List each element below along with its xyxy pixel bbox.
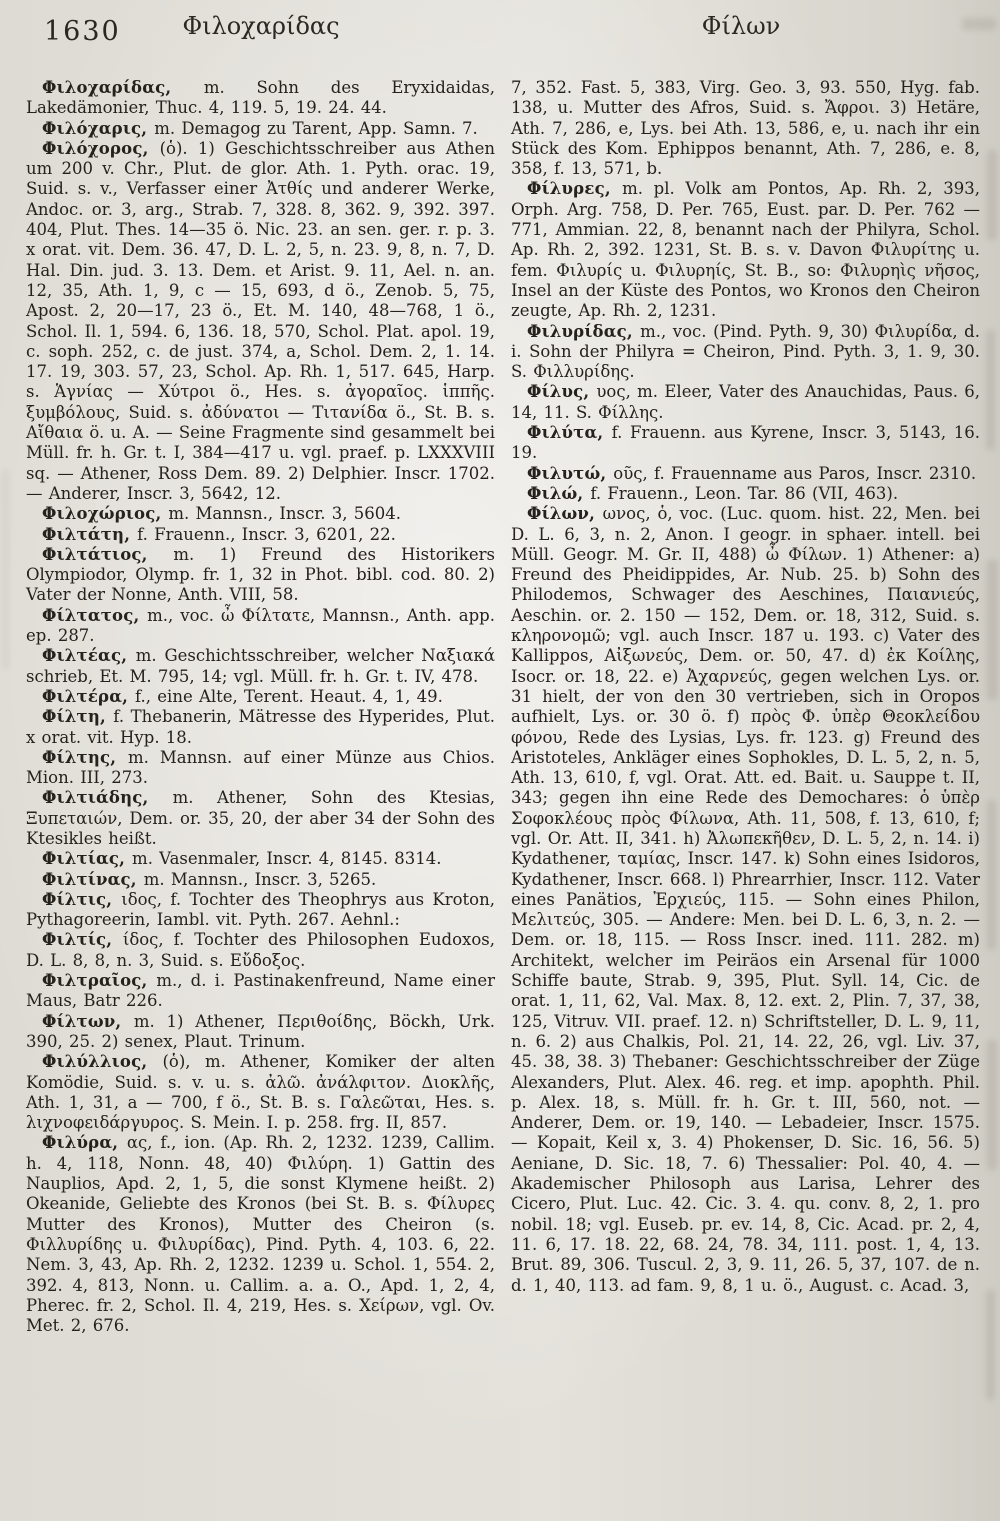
- dictionary-entry: [26, 687, 495, 707]
- dictionary-entry: [26, 646, 495, 687]
- entry-lemma: Φιλώ,: [527, 483, 591, 503]
- scan-smudge: [986, 1290, 995, 1400]
- dictionary-entry: [26, 1052, 495, 1133]
- scan-smudge: [987, 560, 998, 700]
- dictionary-entry: [511, 179, 980, 321]
- entry-text: f. Frauenn., Inscr. 3, 6201, 22.: [137, 524, 396, 544]
- dictionary-entry: [26, 971, 495, 1012]
- entry-text: m. Athener, Sohn des Ktesias, Ξυπεταιών, Dem. or. 35, 20, der aber 34 der Sohn des Ktesikles heißt.: [26, 788, 495, 848]
- running-head-left: Φιλοχαρίδας: [182, 12, 340, 40]
- entry-text: (ὁ), m. Athener, Komiker der alten Komödie, Suid. s. v. u. s. ἀλῶ. ἀνάλφιτον. Διοκλῆς, Ath. 1, 31, a — 700, f ö., St. B. s. Γαλεῶται, Hes. s. λιχνοφειδάργυρος. S. Mein. I. p. 258. frg. II, 857.: [26, 1052, 495, 1133]
- entry-lemma: Φιλτίνας,: [42, 869, 144, 889]
- entry-lemma: Φιλτίς,: [42, 930, 123, 950]
- scan-smudge: [986, 330, 995, 450]
- entry-lemma: Φίλτατος,: [42, 605, 148, 625]
- page-number: 1630: [44, 16, 121, 47]
- dictionary-entry: [26, 1012, 495, 1053]
- dictionary-entry: [511, 322, 980, 383]
- entry-lemma: Φίλων,: [527, 504, 603, 524]
- entry-text: m. pl. Volk am Pontos, Ap. Rh. 2, 393, Orph. Arg. 758, D. Per. 765, Eust. par. D. Per. 762 — 771, Ammian. 22, 8, benannt nach der Philyra, Schol. Ap. Rh. 2, 392. 1231, St. B. s. v. Davon Φιλυρίτης u. fem. Φιλυρίς u. Φιλυρηίς, St. B., so: Φιλυρηὶς νῆσος, Insel an der Küste des Pontos, wo Kronos den Cheiron zeugte, Ap. Rh. 2, 1231.: [511, 179, 980, 321]
- dictionary-entry: [26, 890, 495, 931]
- scan-smudge: [987, 150, 997, 240]
- entry-text: υος, m. Eleer, Vater des Anauchidas, Paus. 6, 14, 11. S. Φίλλης.: [511, 382, 980, 422]
- dictionary-entry: [511, 78, 980, 179]
- entry-lemma: Φίλυρες,: [527, 179, 623, 199]
- scan-smudge: [987, 800, 996, 950]
- entry-text: f. Thebanerin, Mätresse des Hyperides, Plut. x orat. vit. Hyp. 18.: [26, 707, 496, 747]
- scan-smudge: [2, 470, 9, 670]
- entry-text: m. Sohn des Eryxidaidas, Lakedämonier, Thuc. 4, 119. 5, 19. 24. 44.: [26, 78, 495, 118]
- text-columns: [26, 78, 980, 1336]
- entry-text: m. 1) Freund des Historikers Olympiodor, Olymp. fr. 1, 32 in Phot. bibl. cod. 80. 2) Vater der Nonne, Anth. VIII, 58.: [26, 544, 495, 605]
- entry-lemma: Φιλτάτιος,: [42, 544, 174, 564]
- entry-text: ας, f., ion. (Ap. Rh. 2, 1232. 1239, Callim. h. 4, 118, Nonn. 48, 40) Φιλύρη. 1) Gattin des Nauplios, Apd. 2, 1, 5, die sonst Klymene heißt. 2) Okeanide, Geliebte des Kronos (bei St. B. s. Φίλυρες Mutter des Kronos), Mutter des Cheiron (s. Φιλλυρίδης u. Φιλυρίδας), Pind. Pyth. 4, 103. 6, 22. Nem. 3, 43, Ap. Rh. 2, 1232. 1239 u. Schol. 1, 554. 2, 392. 4, 813, Nonn. u. Callim. a. a. O., Apd. 1, 2, 4, Pherec. fr. 2, Schol. Il. 4, 219, Hes. s. Χείρων, vgl. Ov. Met. 2, 676.: [26, 1133, 495, 1336]
- entry-text: m., voc. (Pind. Pyth. 9, 30) Φιλυρίδα, d. i. Sohn der Philyra = Cheiron, Pind. Pyth. 3, 1. 9, 30. S. Φιλλυρίδης.: [511, 321, 980, 382]
- running-head-right: Φίλων: [701, 12, 781, 40]
- entry-lemma: Φιλτραῖος,: [42, 971, 157, 991]
- entry-text: m., d. i. Pastinakenfreund, Name einer Maus, Batr 226.: [26, 971, 495, 1011]
- entry-lemma: Φιλύτα,: [527, 423, 612, 443]
- entry-text: f. Frauenn. aus Kyrene, Inscr. 3, 5143, 16. 19.: [511, 423, 980, 463]
- right-column: [511, 78, 980, 1336]
- dictionary-entry: [26, 119, 495, 139]
- dictionary-entry: [511, 464, 980, 484]
- dictionary-entry: [26, 870, 495, 890]
- entry-lemma: Φιλτέρα,: [42, 686, 136, 706]
- entry-text: οῦς, f. Frauenname aus Paros, Inscr. 2310.: [613, 463, 977, 483]
- dictionary-entry: [26, 78, 495, 119]
- entry-lemma: Φιλυτώ,: [527, 463, 614, 483]
- dictionary-entry: [26, 849, 495, 869]
- dictionary-entry: [26, 748, 495, 789]
- entry-text: m. 1) Athener, Περιθοίδης, Böckh, Urk. 390, 25. 2) senex, Plaut. Trinum.: [26, 1011, 495, 1051]
- entry-text: m., voc. ὦ Φίλτατε, Mannsn., Anth. app. ep. 287.: [26, 605, 495, 646]
- dictionary-entry: [26, 606, 495, 647]
- entry-lemma: Φίλτις,: [42, 889, 122, 909]
- entry-text: m. Demagog zu Tarent, App. Samn. 7.: [154, 118, 478, 138]
- entry-text: 7, 352. Fast. 5, 383, Virg. Geo. 3, 93. 550, Hyg. fab. 138, u. Mutter des Afros, Suid. s. Ἄφροι. 3) Hetäre, Ath. 7, 286, e, Lys. bei Ath. 13, 586, e, u. nach ihr ein Stück des Kom. Ephippos benannt, Ath. 7, 286, e. 8, 358, f. 13, 571, b.: [511, 78, 980, 179]
- entry-text: f., eine Alte, Terent. Heaut. 4, 1, 49.: [135, 686, 443, 706]
- entry-lemma: Φιλτάτη,: [42, 524, 138, 544]
- entry-lemma: Φιλυρίδας,: [527, 321, 641, 341]
- entry-lemma: Φιλόχαρις,: [42, 118, 155, 138]
- dictionary-entry: [26, 504, 495, 524]
- entry-text: m. Mannsn. auf einer Münze aus Chios. Mion. III, 273.: [26, 747, 495, 788]
- entry-lemma: Φιλτέας,: [42, 646, 136, 666]
- scan-smudge: [987, 1040, 997, 1170]
- entry-lemma: Φίλτης,: [42, 747, 128, 767]
- entry-lemma: Φίλτων,: [42, 1011, 134, 1031]
- entry-text: ιδος, f. Tochter des Theophrys aus Kroton, Pythagoreerin, Iambl. vit. Pyth. 267. Aehnl.:: [26, 889, 495, 930]
- dictionary-entry: [26, 788, 495, 849]
- dictionary-entry: [26, 139, 495, 504]
- entry-lemma: Φιλτιάδης,: [42, 788, 173, 808]
- entry-text: m. Mannsn., Inscr. 3, 5604.: [168, 504, 401, 524]
- dictionary-entry: [26, 545, 495, 606]
- entry-lemma: Φιλύλλιος,: [42, 1052, 163, 1072]
- dictionary-entry: [26, 707, 495, 748]
- dictionary-entry: [511, 382, 980, 423]
- entry-text: ωνος, ὁ, voc. (Luc. quom. hist. 22, Men. bei D. L. 6, 3, n. 2, Anon. I geogr. in sphaer. intell. bei Müll. Geogr. M. Gr. II, 488) ὦ Φίλων. 1) Athener: a) Freund des Pheidippides, Ar. Nub. 25. b) Sohn des Philodemos, Schwager des Aeschines, Παιανιεύς, Aeschin. or. 2. 150 — 152, Dem. or. 18, 312, Suid. s. κληρονομῶ; vgl. auch Inscr. 187 u. 193. c) Vater des Kallippos, Αἰξωνεύς, Dem. or. 50, 47. d) ἐκ Κοίλης, Isocr. or. 18, 22. e) Ἀχαρνεύς, gegen welchen Lys. or. 31 hielt, der von den 30 vertrieben, sich in Oropos aufhielt, Lys. or. 30 ö. f) πρὸς Φ. ὑπὲρ Θεοκλείδου φόνου, Rede des Lysias, Lys. fr. 123. g) Freund des Aristoteles, Ankläger eines Sophokles, D. L. 5, 2, n. 5, Ath. 13, 610, f, vgl. Orat. Att. ed. Bait. u. Sauppe t. II, 343; gegen ihn eine Rede des Demochares: ὁ ὑπὲρ Σοφοκλέους πρὸς Φίλωνα, Ath. 11, 508, f. 13, 610, f; vgl. Or. Att. II, 341. h) Ἀλωπεκῆθεν, D. L. 5, 2, n. 14. i) Kydathener, ταμίας, Inscr. 147. k) Sohn eines Isidoros, Kydathener, Inscr. 668. l) Phrearrhier, Inscr. 112. Vater eines Panätios, Ἐρχιεύς, 115. — Sohn eines Philon, Μελιτεύς, 305. — Andere: Men. bei D. L. 6, 3, n. 2. — Dem. or. 18, 115. — Ross Inscr. ined. 111. 282. m) Architekt, welcher im Peiräos ein Arsenal für 1000 Schiffe baute, Strab. 9, 395, Plut. Syll. 14, Cic. de orat. 1, 11, 62, Val. Max. 8, 12. ext. 2, Plin. 7, 37, 38, 125, Vitruv. VII. praef. 12. n) Schriftsteller, D. L. 9, 11, n. 6. 2) aus Chalkis, Pol. 21, 14. 22, 26, vgl. Liv. 37, 45. 38, 38. 3) Thebaner: Geschichtsschreiber der Züge Alexanders, Plut. Alex. 46. reg. et imp. apophth. Phil. p. Alex. 18, s. Müll. fr. h. Gr. t. III, 560, not. — Anderer, Dem. or. 19, 140. — Lebadeier, Inscr. 1575. — Kopait, Keil x, 3. 4) Phokenser, D. Sic. 16, 56. 5) Aeniane, D. Sic. 18, 7. 6) Thessalier: Pol. 40, 4. — Akademischer Philosoph aus Larisa, Lehrer des Cicero, Plut. Luc. 42. Cic. 3. 4. qu. conv. 8, 2, 1. pro nobil. 18; vgl. Euseb. pr. ev. 14, 8, Cic. Acad. pr. 2, 4, 11. 6, 17. 18. 22, 68. 24, 78. 34, 111. post. 1, 4, 13. Brut. 89, 306. Tuscul. 2, 3, 9. 11, 26. 5, 37, 107. de n. d. 1, 40, 113. ad fam. 9, 8, 1 u. ö., August. c. Acad. 3,: [511, 504, 980, 1295]
- entry-lemma: Φιλύρα,: [42, 1133, 127, 1153]
- dictionary-entry: [511, 504, 980, 1296]
- dictionary-entry: [511, 484, 980, 504]
- entry-text: (ὁ). 1) Geschichtsschreiber aus Athen um 200 v. Chr., Plut. de glor. Ath. 1. Pyth. orac. 19, Suid. s. v., Verfasser einer Ἀτθίς und anderer Werke, Andoc. or. 3, arg., Strab. 7, 328. 8, 362. 9, 392. 397. 404, Plut. Thes. 14—35 ö. Nic. 23. an sen. ger. r. p. 3. x orat. vit. Dem. 36. 47, D. L. 2, 5, n. 23. 9, 8, n. 7, D. Hal. Din. jud. 3. 13. Dem. et Arist. 9. 11, Ael. n. an. 12, 35, Ath. 1, 9, c — 15, 693, d ö., Zenob. 5, 75, Apost. 2, 20—17, 23 ö., Et. M. 140, 48—768, 1 ö., Schol. Il. 1, 594. 6, 136. 18, 570, Schol. Plat. apol. 19, c. soph. 252, c. de just. 374, a, Schol. Dem. 2, 1. 14. 17. 19, 303. 57, 23, Schol. Ap. Rh. 1, 517. 645, Harp. s. Ἁγνίας — Χύτροι ö., Hes. s. ἀγοραῖος. ἱππῆς. ξυμβόλους, Suid. s. ἀδύνατοι — Τιτανίδα ö., St. B. s. Αἴθαια ö. u. A. — Seine Fragmente sind gesammelt bei Müll. fr. h. Gr. t. I, 384—417 u. vgl. praef. p. LXXXVIII sq. — Athener, Ross Dem. 89. 2) Delphier. Inscr. 1702. — Anderer, Inscr. 3, 5642, 12.: [26, 138, 495, 503]
- entry-text: m. Geschichtsschreiber, welcher Ναξιακά schrieb, Et. M. 795, 14; vgl. Müll. fr. h. Gr. t. IV, 478.: [26, 646, 495, 686]
- page-header: [26, 10, 980, 64]
- dictionary-entry: [26, 525, 495, 545]
- dictionary-entry: [26, 930, 495, 971]
- entry-text: m. Mannsn., Inscr. 3, 5265.: [143, 869, 377, 889]
- entry-text: f. Frauenn., Leon. Tar. 86 (VII, 463).: [590, 483, 899, 503]
- entry-lemma: Φιλτίας,: [42, 849, 133, 869]
- left-column: [26, 78, 495, 1336]
- dictionary-entry: [26, 1133, 495, 1336]
- entry-lemma: Φίλτη,: [42, 707, 114, 727]
- entry-lemma: Φιλοχώριος,: [42, 504, 169, 524]
- entry-lemma: Φιλόχορος,: [42, 138, 160, 158]
- dictionary-entry: [511, 423, 980, 464]
- entry-text: ίδος, f. Tochter des Philosophen Eudoxos, D. L. 8, 8, n. 3, Suid. s. Εὔδοξος.: [26, 930, 495, 970]
- entry-text: m. Vasenmaler, Inscr. 4, 8145. 8314.: [132, 849, 442, 869]
- entry-lemma: Φιλοχαρίδας,: [42, 78, 204, 97]
- entry-lemma: Φίλυς,: [527, 382, 597, 402]
